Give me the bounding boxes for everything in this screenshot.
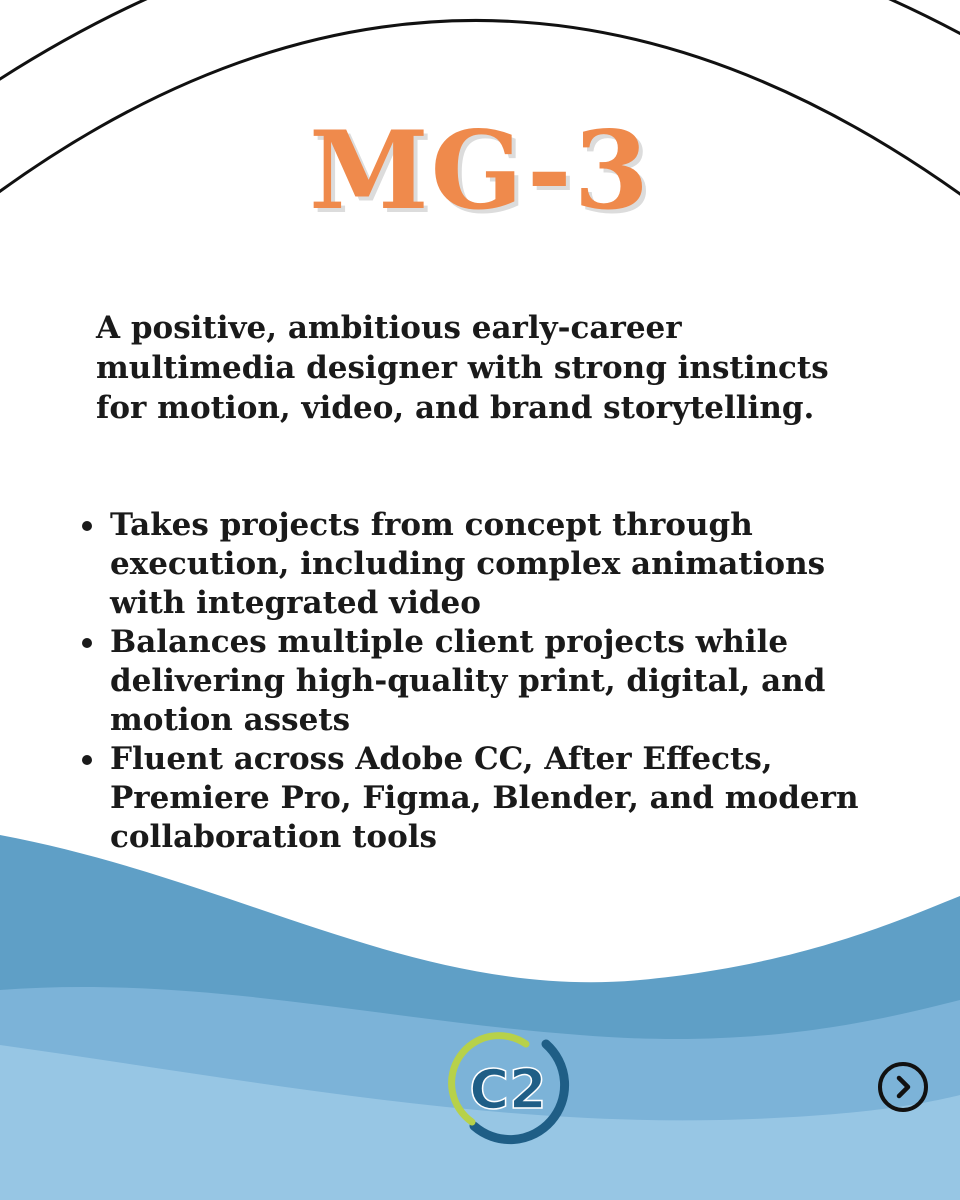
chevron-right-icon [882, 1066, 924, 1108]
top-arc-outer [0, 0, 960, 92]
bullet-list [78, 506, 888, 857]
bullet-dot [82, 755, 92, 765]
next-slide-button[interactable] [878, 1062, 928, 1112]
bullet-text: Balances multiple client projects while delivering high-quality print, digital, and motion assets [110, 624, 826, 738]
list-item [78, 623, 888, 740]
page-title: MG-3 [309, 108, 651, 234]
list-item [78, 506, 888, 623]
bullet-text: Fluent across Adobe CC, After Effects, Premiere Pro, Figma, Blender, and modern collaboration tools [110, 741, 859, 855]
c2-logo [448, 1026, 572, 1150]
bullet-dot [82, 521, 92, 531]
bullet-text: Takes projects from concept through execution, including complex animations with integrated video [110, 507, 826, 621]
intro-paragraph: A positive, ambitious early-career multimedia designer with strong instincts for motion, video, and brand storytelling. [96, 310, 829, 426]
list-item [78, 740, 888, 857]
logo-text: C2 [469, 1058, 547, 1121]
bullet-dot [82, 638, 92, 648]
